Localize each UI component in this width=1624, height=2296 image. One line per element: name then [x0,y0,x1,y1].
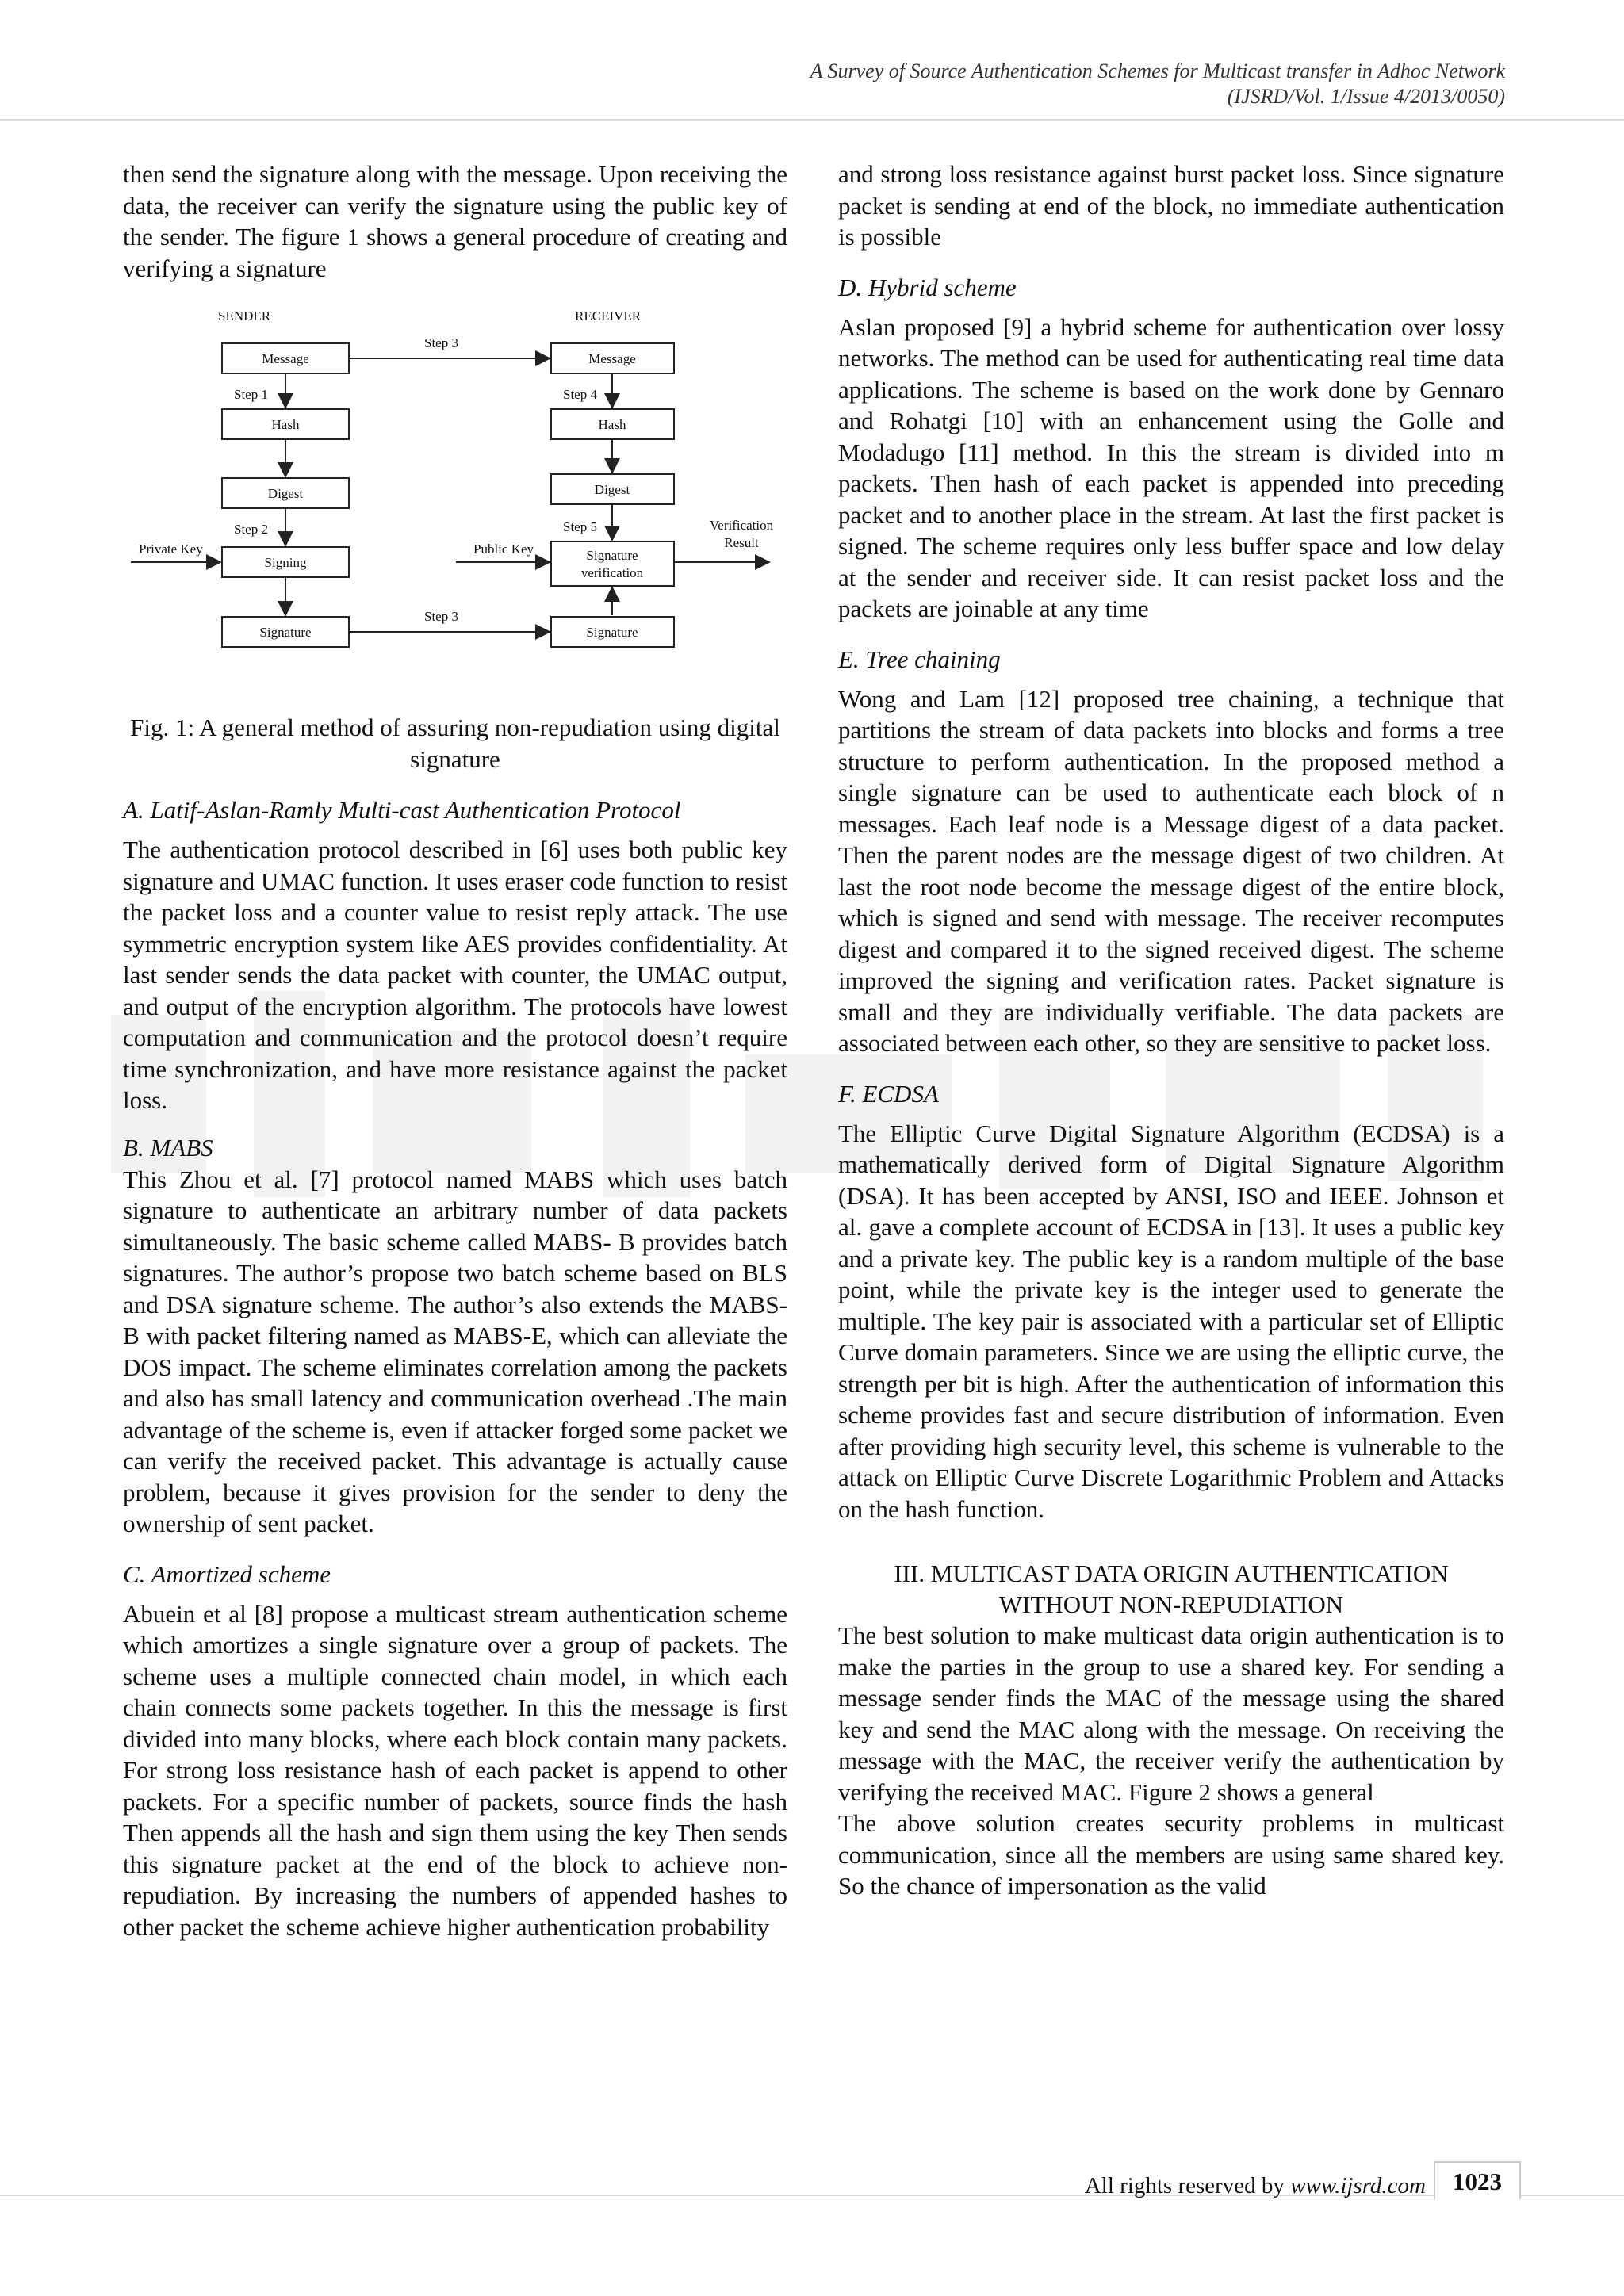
footer-site-link[interactable]: www.ijsrd.com [1290,2173,1426,2198]
figure-1 [123,292,787,704]
header-rule [0,119,1624,121]
fig-signature-sender: Signature [259,625,312,640]
receiver-label: RECEIVER [575,308,642,323]
footer-text [1085,2172,1434,2199]
fig-sigver-line2: verification [580,565,644,580]
section-c-title: C. Amortized scheme [123,1559,331,1588]
section-3-heading-line2: WITHOUT NON-REPUDIATION [998,1590,1344,1618]
fig-private-key: Private Key [139,541,203,557]
fig-step1: Step 1 [234,387,268,402]
section-e-title: E. Tree chaining [838,645,1001,673]
fig-public-key: Public Key [473,541,534,557]
fig-digest-sender: Digest [267,486,304,501]
running-header [810,59,1505,109]
fig-signing: Signing [264,555,307,570]
fig-step4: Step 4 [563,387,597,402]
fig-step5: Step 5 [563,519,597,534]
fig-signature-receiver: Signature [586,625,638,640]
section-e-text: Wong and Lam [12] proposed tree chaining, a technique that partitions the stream of data packets into blocks and forms a tree structure to perform authentication. In the proposed method a single signature can be used to authenticate each block of n messages. Each leaf node is a Message digest of a data packet. Then the parent nodes are the message digest of two children. At last the root node become the message digest of the entire block, which is signed and send with message. The receiver recomputes digest and compared it to the signed received digest. The scheme improved the signing and verification rates. Packet signature is small and they are individually verifiable. The data packets are associated between each other, so they are sensitive to packet loss. [838,684,1504,1057]
section-3-paragraph-2: The above solution creates security problems in multicast communication, since all the members are using same shared key. So the chance of impersonation as the valid [838,1809,1504,1900]
fig-sigver-line1: Signature [586,548,638,563]
fig-digest-receiver: Digest [594,482,630,497]
section-3-heading [838,1558,1504,1620]
fig-verification-line1: Verification [709,518,774,533]
intro-paragraph: then send the signature along with the message. Upon receiving the data, the receiver can verify the signature using the public key of the sender. The figure 1 shows a general procedure of creating and verifying a signature [123,160,787,282]
header-issue: (IJSRD/Vol. 1/Issue 4/2013/0050) [1227,85,1505,108]
section-b-title: B. MABS [123,1133,213,1161]
header-title: A Survey of Source Authentication Schemes for Multicast transfer in Adhoc Network [810,59,1505,82]
fig-message-receiver: Message [588,351,636,366]
signature-diagram [123,292,787,704]
continued-paragraph: and strong loss resistance against burst packet loss. Since signature packet is sending at end of the block, no immediate authentication is possible [838,160,1504,251]
sender-label: SENDER [218,308,271,323]
fig-message-sender: Message [262,351,309,366]
right-column [838,159,1504,1902]
section-b-text: This Zhou et al. [7] protocol named MABS which uses batch signature to authenticate an arbitrary number of data packets simultaneously. The basic scheme called MABS- B provides batch signatures. The author’s propose two batch scheme based on BLS and DSA signature scheme. The author’s also extends the MABS-B with packet filtering named as MABS-E, which can alleviate the DOS impact. The scheme eliminates correlation among the packets and also has small latency and communication overhead .The main advantage of the scheme is, even if attacker forged some packet we can verify the received packet. This advantage is actually cause problem, because it gives provision for the sender to deny the ownership of sent packet. [123,1165,787,1537]
page-number: 1023 [1434,2161,1521,2199]
section-3-paragraph-1: The best solution to make multicast data origin authentication is to make the parties in the group to use a shared key. For sending a message sender finds the MAC of the message using the shared key and send the MAC along with the message. On receiving the message with the MAC, the receiver verify the authentication by verifying the received MAC. Figure 2 shows a general [838,1621,1504,1806]
left-column [123,159,787,1942]
section-c-text: Abuein et al [8] propose a multicast stream authentication scheme which amortizes a single signature over a group of packets. The scheme uses a multiple connected chain model, in which each chain connects some packets together. In this the message is first divided into many blocks, where each block contain many packets. For strong loss resistance hash of each packet is append to other packets. For a specific number of packets, source finds the hash Then appends all the hash and sign them using the key Then sends this signature packet at the end of the block to achieve non-repudiation. By increasing the numbers of appended hashes to other packet the scheme achieve higher authentication probability [123,1599,787,1941]
fig-step2: Step 2 [234,522,268,537]
section-d-title: D. Hybrid scheme [838,273,1017,301]
section-f-text: The Elliptic Curve Digital Signature Algorithm (ECDSA) is a mathematically derived form of Digital Signature Algorithm (DSA). It has been accepted by ANSI, ISO and IEEE. Johnson et al. gave a complete account of ECDSA in [13]. It uses a public key and a private key. The public key is a random multiple of the base point, while the private key is the integer used to generate the multiple. The key pair is associated with a particular set of Elliptic Curve domain parameters. Since we are using the elliptic curve, the strength per bit is high. After the authentication of information this scheme provides fast and secure distribution of information. Even after providing high security level, this scheme is vulnerable to the attack on Elliptic Curve Discrete Logarithmic Problem and Attacks on the hash function. [838,1119,1504,1523]
fig-step3-top: Step 3 [424,335,458,350]
fig-verification-line2: Result [724,535,759,550]
footer-rights: All rights reserved by [1084,2173,1285,2198]
fig-hash-receiver: Hash [598,417,626,432]
section-3-heading-line1: III. MULTICAST DATA ORIGIN AUTHENTICATION [894,1559,1449,1587]
fig-step3-bottom: Step 3 [424,609,458,624]
section-d-text: Aslan proposed [9] a hybrid scheme for authentication over lossy networks. The method can be used for authenticating real time data applications. The scheme is based on the work done by Gennaro and Rohatgi [10] with an enhancement using the Golle and Modadugo [11] method. In this the stream is divided into m packets. Then hash of each packet is appended into preceding packet and to another place in the stream. At last the first packet is signed. The scheme requires only less buffer space and low delay at the sender and receiver side. It can resist packet loss and the packets are joinable at any time [838,312,1504,622]
figure-caption: Fig. 1: A general method of assuring non-repudiation using digital signature [130,714,780,773]
section-f-title: F. ECDSA [838,1079,939,1108]
section-a-text: The authentication protocol described in [6] uses both public key signature and UMAC function. It uses eraser code function to resist the packet loss and a counter value to resist reply attack. The use symmetric encryption system like AES provides confidentiality. At last sender sends the data packet with counter, the UMAC output, and output of the encryption algorithm. The protocols have lowest computation and communication and the protocol doesn’t require time synchronization, and have more resistance against the packet loss. [123,836,787,1114]
page-footer [1085,2161,1521,2199]
section-a-title: A. Latif-Aslan-Ramly Multi-cast Authentication Protocol [123,796,681,824]
fig-hash-sender: Hash [271,417,300,432]
